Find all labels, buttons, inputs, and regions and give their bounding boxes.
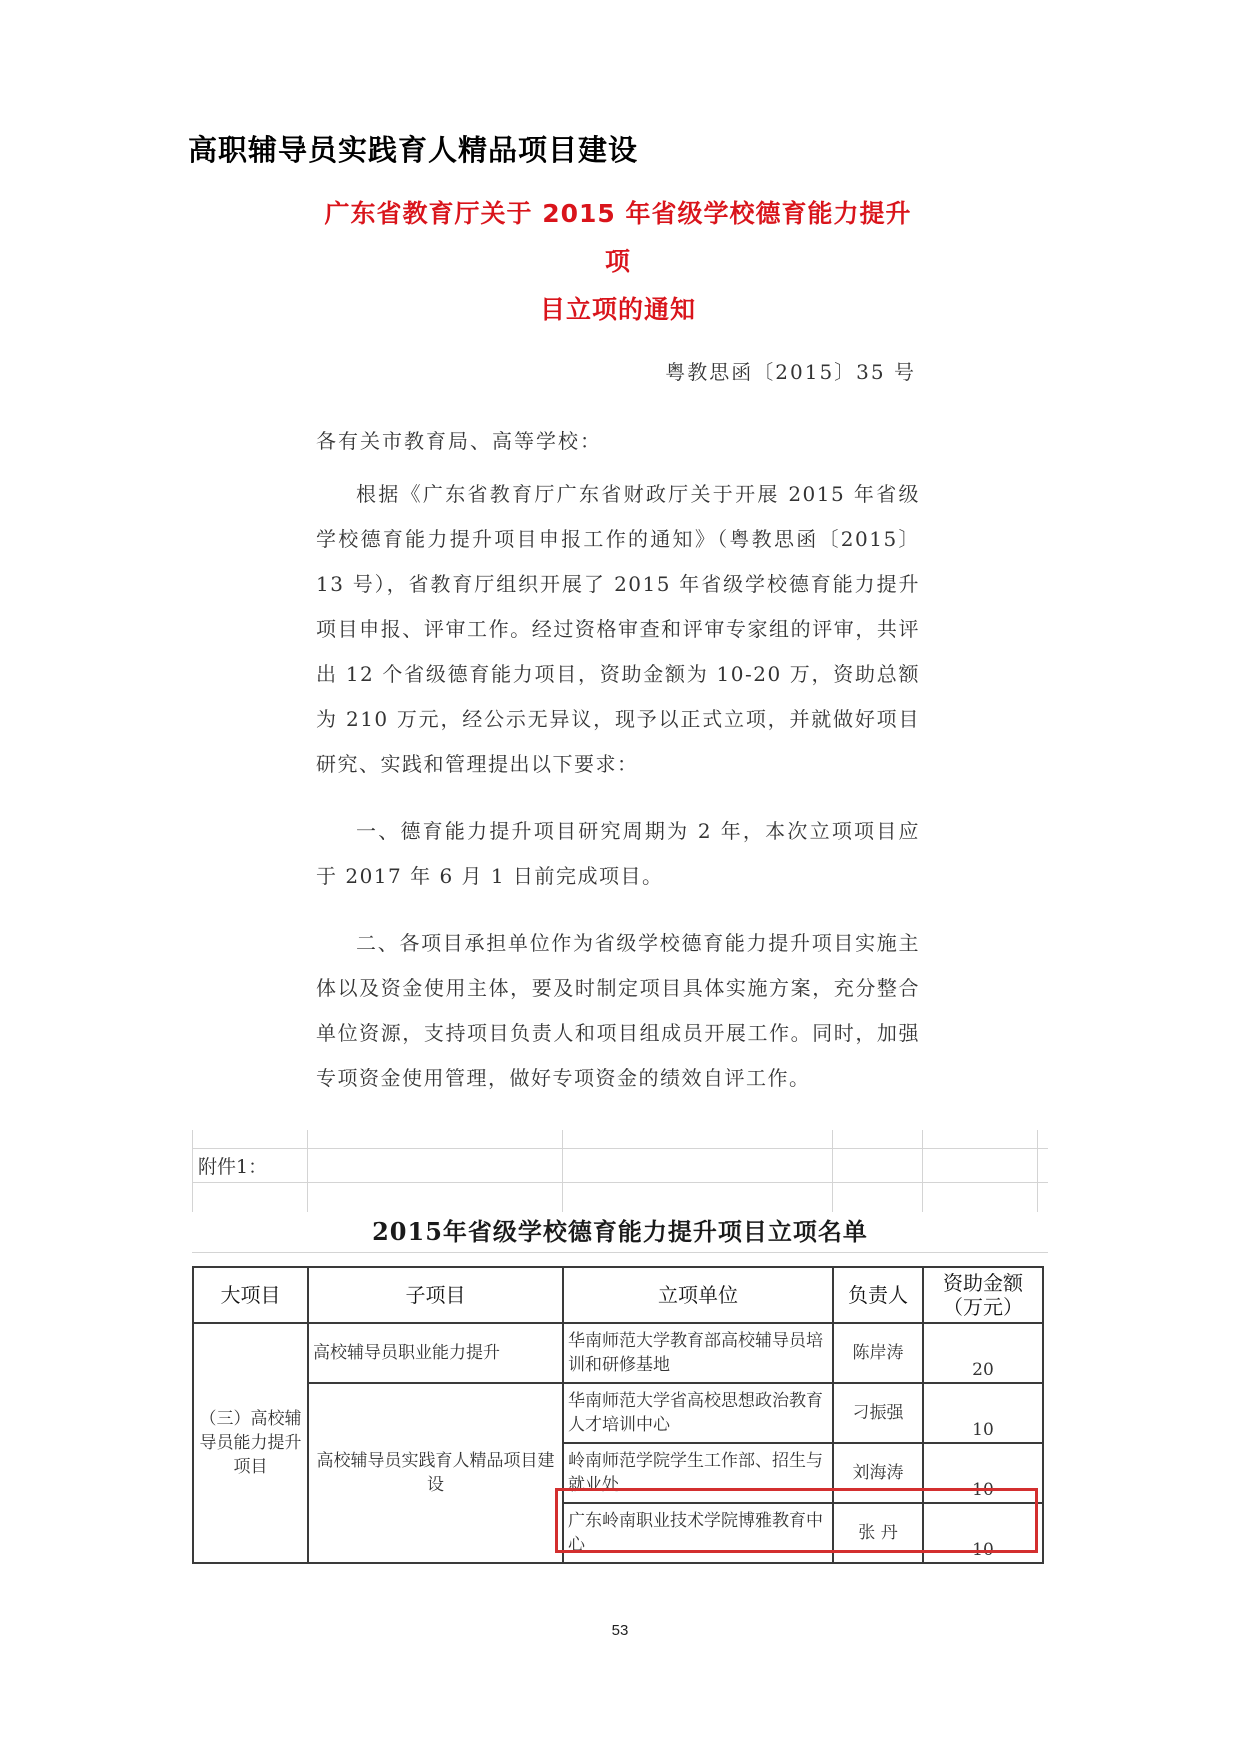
leader-cell: 张 丹 (833, 1503, 923, 1563)
page-heading: 高职辅导员实践育人精品项目建设 (188, 133, 639, 167)
header-amount: 资助金额（万元） (923, 1267, 1043, 1323)
leader-cell: 陈岸涛 (833, 1323, 923, 1383)
highlight-box (555, 1488, 1038, 1553)
addressee: 各有关市教育局、高等学校： (316, 429, 602, 453)
page-number: 53 (611, 1622, 629, 1639)
leader-cell: 刁振强 (833, 1383, 923, 1443)
header-unit: 立项单位 (563, 1267, 833, 1323)
notice-title (316, 190, 920, 334)
amount-cell: 10 (923, 1383, 1043, 1443)
unit-cell: 华南师范大学省高校思想政治教育人才培训中心 (563, 1383, 833, 1443)
amount-cell: 20 (923, 1323, 1043, 1383)
header-sub: 子项目 (308, 1267, 563, 1323)
amount-cell: 10 (923, 1503, 1043, 1563)
sub-item-cell: 高校辅导员实践育人精品项目建设 (308, 1383, 563, 1563)
grid-line (192, 1252, 1048, 1253)
document-number: 粤教思函〔2015〕35 号 (665, 360, 916, 384)
notice-paragraph: 二、各项目承担单位作为省级学校德育能力提升项目实施主体以及资金使用主体，要及时制定项目具体实施方案，充分整合单位资源，支持项目负责人和项目组成员开展工作。同时，加强专项资金使用管理，做好专项资金的绩效自评工作。 (316, 931, 920, 1090)
header-major: 大项目 (193, 1267, 308, 1323)
table-row (193, 1383, 1043, 1443)
attachment-label: 附件1： (198, 1156, 268, 1178)
unit-cell: 岭南师范学院学生工作部、招生与就业处 (563, 1443, 833, 1503)
grid-line (832, 1130, 833, 1212)
notice-title-line1: 广东省教育厅关于 2015 年省级学校德育能力提升项 (324, 199, 912, 276)
leader-cell: 刘海涛 (833, 1443, 923, 1503)
table-row (193, 1323, 1043, 1383)
notice-paragraph: 根据《广东省教育厅广东省财政厅关于开展 2015 年省级学校德育能力提升项目申报工作的通知》（粤教思函〔2015〕13 号），省教育厅组织开展了 2015 年省级学校德育能力提升项目申报、评审工作。经过资格审查和评审专家组的评审，共评出 12 个省级德育能力项目，资助金额为 10-20 万，资助总额为 210 万元，经公示无异议，现予以正式立项，并就做好项目研究、实践和管理提出以下要求： (316, 482, 920, 776)
grid-line (922, 1130, 923, 1212)
amount-cell: 10 (923, 1443, 1043, 1503)
list-title: 2015年省级学校德育能力提升项目立项名单 (372, 1217, 868, 1246)
notice-image (316, 190, 920, 1101)
grid-line (307, 1130, 308, 1212)
unit-cell: 华南师范大学教育部高校辅导员培训和研修基地 (563, 1323, 833, 1383)
table-header-row (193, 1267, 1043, 1323)
notice-paragraph: 一、德育能力提升项目研究周期为 2 年，本次立项项目应于 2017 年 6 月 1 日前完成项目。 (316, 819, 920, 888)
grid-line (192, 1130, 193, 1212)
grid-line (192, 1148, 1048, 1149)
notice-title-line2: 目立项的通知 (539, 295, 696, 324)
grid-line (562, 1130, 563, 1212)
grid-line (1037, 1130, 1038, 1212)
sub-item-cell: 高校辅导员职业能力提升 (308, 1323, 563, 1383)
unit-cell: 广东岭南职业技术学院博雅教育中心 (563, 1503, 833, 1563)
grid-line (192, 1182, 1048, 1183)
major-item-cell: （三）高校辅导员能力提升项目 (193, 1323, 308, 1563)
header-leader: 负责人 (833, 1267, 923, 1323)
